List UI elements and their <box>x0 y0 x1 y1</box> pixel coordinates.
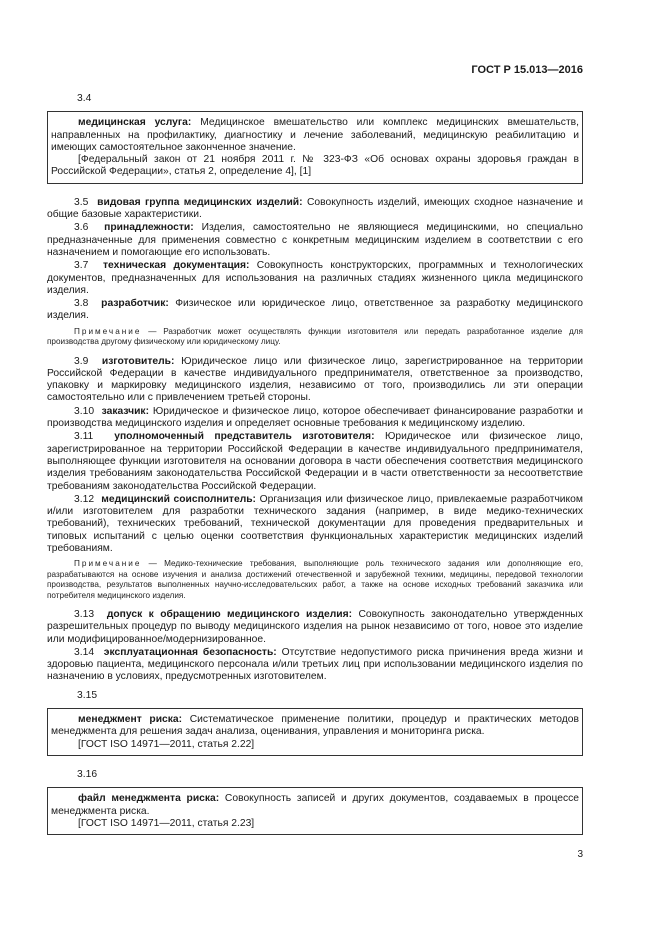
paragraph-3-10 <box>47 406 583 431</box>
source-reference: [ГОСТ ISO 14971—2011, статья 2.23] <box>78 817 255 829</box>
section-number: 3.14 <box>74 646 95 658</box>
term: техническая документация: <box>103 260 250 272</box>
definition-text: Медицинское вмешательство или комплекс медицинских вмешательств, направленных на профилактику, диагностику и лечение заболеваний, медицинскую реабилитацию и имеющих самостоятельное законченное значение. <box>51 117 579 153</box>
definition-paragraph <box>51 793 579 818</box>
paragraph-3-5 <box>47 197 583 222</box>
note-3-8 <box>47 327 583 348</box>
page-content <box>47 93 583 848</box>
section-number: 3.12 <box>74 493 95 505</box>
definition-box-3-16 <box>47 787 583 835</box>
section-number: 3.15 <box>77 689 98 701</box>
section-number: 3.10 <box>74 405 95 417</box>
definition-text: Совокупность конструкторских, программных и технологических документов, предназначенных для использования на различных стадиях жизненного цикла медицинского изделия. <box>47 260 583 296</box>
term: изготовитель: <box>101 355 175 367</box>
definition-text: Юридическое лицо или физическое лицо, зарегистрированное на территории Российской Федерации в качестве индивидуального предпринимателя, ответственное за производство, упаковку и маркировку медицинского изделия, независимо от того, производились ли эти операции самостоятельно или с привлечением третьей стороны. <box>47 355 583 404</box>
definition-box-3-4 <box>47 111 583 183</box>
paragraph-3-8 <box>47 298 583 323</box>
section-number: 3.13 <box>74 608 95 620</box>
section-number: 3.4 <box>77 93 92 104</box>
note-text: — Медико-технические требования, выполняющие роль технического задания или дополняющие его, разрабатываются на основе изучения и анализа достижений отечественной и зарубежной техники, медицины, передовой технологии производства, результатов выполненных научно-исследовательских работ, а также на основе исходных требований заказчика или потребителя медицинского изделия. <box>47 559 583 600</box>
term: видовая группа медицинских изделий: <box>97 196 303 208</box>
paragraph-3-13 <box>47 609 583 646</box>
term: разработчик: <box>101 298 169 310</box>
source-reference: [Федеральный закон от 21 ноября 2011 г. № 323-ФЗ «Об основах охраны здоровья граждан в Российской Федерации», статья 2, определение 4], [1] <box>51 154 579 178</box>
term: медицинская услуга: <box>78 117 192 129</box>
definition-text: Совокупность законодательно утвержденных разрешительных процедур по выводу медицинского изделия на рынок независимо от того, новое это изделие или модифицированное/модернизированное. <box>47 608 583 645</box>
term: менеджмент риска: <box>78 714 183 726</box>
paragraph-3-14 <box>47 647 583 684</box>
page-number: 3 <box>577 849 583 860</box>
term: медицинский соисполнитель: <box>101 493 256 505</box>
note-label: Примечание <box>74 326 142 336</box>
definition-text: Физическое или юридическое лицо, ответственное за разработку медицинского изделия. <box>47 298 583 322</box>
note-3-12 <box>47 559 583 601</box>
term: принадлежности: <box>104 222 194 234</box>
section-number: 3.9 <box>74 355 89 367</box>
note-label: Примечание <box>74 559 142 569</box>
paragraph-3-9 <box>47 356 583 405</box>
term: уполномоченный представитель изготовителя: <box>114 431 375 443</box>
standard-header: ГОСТ Р 15.013—2016 <box>471 64 583 76</box>
paragraph-3-7 <box>47 260 583 297</box>
definition-text: Совокупность записей и других документов, создаваемых в процессе менеджмента риска. <box>51 793 579 817</box>
term: заказчик: <box>101 405 150 417</box>
definition-text: Организация или физическое лицо, привлекаемые разработчиком и/или изготовителем для разработки технического задания (например, в виде медико-технических требований), технических требований, технической документации для проведения предварительных и типовых испытаний с целью оценки соответствия функциональных характеристик медицинских изделий требованиям. <box>47 493 583 555</box>
term: допуск к обращению медицинского изделия: <box>106 608 353 620</box>
paragraph-3-11 <box>47 431 583 492</box>
definition-text: Отсутствие недопустимого риска причинения вреда жизни и здоровью пациента, медицинского персонала и/или третьих лиц при использовании медицинского изделия по назначению в условиях, предусмотренных изготовителем. <box>47 646 583 683</box>
term: эксплуатационная безопасность: <box>103 646 277 658</box>
definition-text: Систематическое применение политики, процедур и практических методов менеджмента для решения задач анализа, оценивания, управления и мониторинга риска. <box>51 714 579 738</box>
definition-paragraph <box>51 117 579 154</box>
section-number: 3.5 <box>74 196 89 208</box>
definition-text: Совокупность изделий, имеющих сходное назначение и общие базовые характеристики. <box>47 196 583 221</box>
definition-text: Юридическое и физическое лицо, которое обеспечивает финансирование разработки и производства медицинского изделия и определяет основные требования к медицинскому изделию. <box>47 405 583 430</box>
definition-text: Юридическое или физическое лицо, зарегистрированное на территории Российской Федерации в качестве индивидуального предпринимателя, выполняющее функции изготовителя на основании договора в части обеспечения соответствия медицинского изделия требованиям законодательства Российской Федерации и в части ответственности за несоответствие требованиям законодательства Российской Федерации. <box>47 431 583 492</box>
section-number: 3.6 <box>74 222 89 234</box>
section-number: 3.7 <box>74 260 89 272</box>
note-text: — Разработчик может осуществлять функции изготовителя или передать разработанное изделие для производства другому физическому или юридическому лицу. <box>47 326 583 347</box>
section-number: 3.16 <box>77 768 98 780</box>
section-number: 3.8 <box>74 298 89 310</box>
definition-paragraph <box>51 714 579 739</box>
paragraph-3-12 <box>47 494 583 555</box>
definition-box-3-15 <box>47 708 583 756</box>
term: файл менеджмента риска: <box>78 793 220 805</box>
source-reference: [ГОСТ ISO 14971—2011, статья 2.22] <box>78 738 255 750</box>
paragraph-3-6 <box>47 222 583 259</box>
definition-text: Изделия, самостоятельно не являющиеся медицинскими, но специально предназначенные для применения совместно с конкретным медицинским изделием в соответствии с его назначением и помогающие его использовать. <box>47 222 583 258</box>
section-number: 3.11 <box>74 431 94 443</box>
